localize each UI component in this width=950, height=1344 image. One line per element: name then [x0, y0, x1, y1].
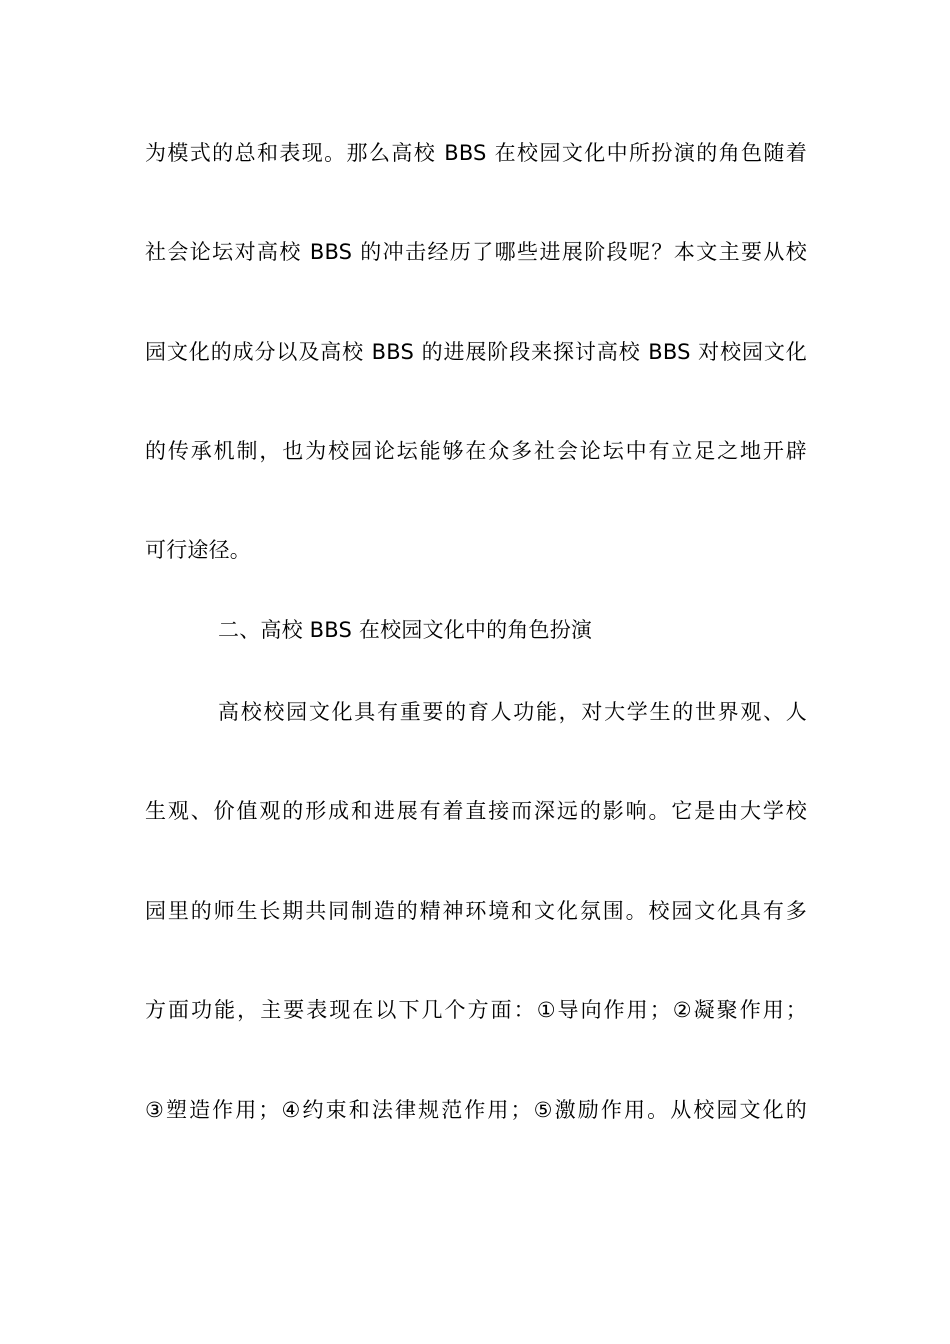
paragraph-2-line-3: 园里的师生长期共同制造的精神环境和文化氛围。校园文化具有多 [145, 899, 807, 923]
paragraph-2-line-4: 方面功能，主要表现在以下几个方面：①导向作用；②凝聚作用； [145, 998, 807, 1022]
paragraph-1-line-3: 园文化的成分以及高校 BBS 的进展阶段来探讨高校 BBS 对校园文化 [145, 340, 807, 364]
section-heading: 二、高校 BBS 在校园文化中的角色扮演 [218, 618, 593, 642]
paragraph-1-line-2: 社会论坛对高校 BBS 的冲击经历了哪些进展阶段呢？本文主要从校 [145, 240, 807, 264]
paragraph-1-line-5: 可行途径。 [145, 538, 251, 562]
paragraph-1-line-4: 的传承机制，也为校园论坛能够在众多社会论坛中有立足之地开辟 [145, 439, 807, 463]
paragraph-1-line-1: 为模式的总和表现。那么高校 BBS 在校园文化中所扮演的角色随着 [145, 141, 807, 165]
paragraph-2-line-2: 生观、价值观的形成和进展有着直接而深远的影响。它是由大学校 [145, 799, 807, 823]
paragraph-2-line-1: 高校校园文化具有重要的育人功能，对大学生的世界观、人 [218, 700, 807, 724]
paragraph-2-line-5: ③塑造作用；④约束和法律规范作用；⑤激励作用。从校园文化的 [145, 1098, 807, 1122]
